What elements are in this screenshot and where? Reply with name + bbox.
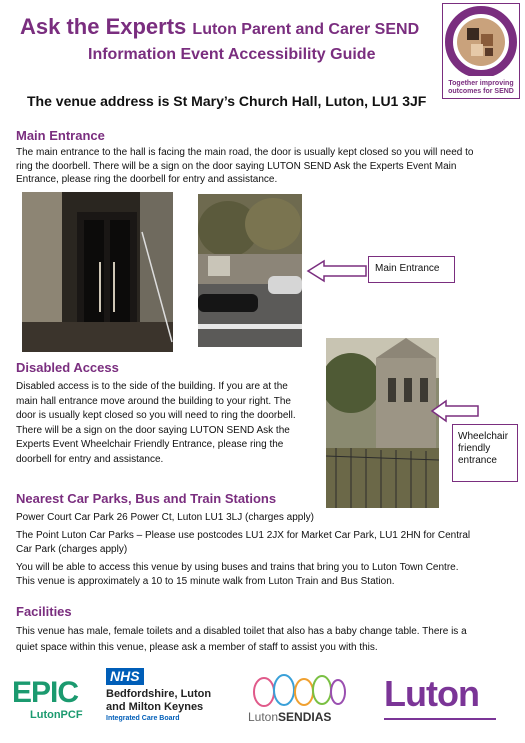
page-title (20, 14, 419, 40)
wheelchair-entrance-callout: Wheelchair friendly entrance (452, 424, 518, 482)
send-partnership-logo (442, 3, 520, 99)
luton-sendias-logo: LutonSENDIAS (248, 672, 352, 728)
church-image (326, 338, 439, 508)
venue-address: The venue address is St Mary’s Church Hall, Luton, LU1 3JF (27, 93, 427, 109)
disabled-access-text: Disabled access is to the side of the building. If you are at the main hall entrance move around the building to your right. The door is usually kept closed so you will need to ring the doorbell. There will be a sign on the door saying LUTON SEND Ask the Experts Event Wheelchair Friendly Entrance, please ring the doorbell for entry and assistance. (16, 381, 296, 465)
title-main: Ask the Experts (20, 14, 187, 39)
main-entrance-heading: Main Entrance (16, 128, 105, 143)
luton-underline (384, 718, 496, 720)
sendias-figures-icon (250, 672, 346, 708)
door-image (22, 192, 173, 352)
main-entrance-arrow-icon (306, 258, 368, 284)
luton-council-logo: Luton (384, 672, 504, 724)
main-entrance-text: The main entrance to the hall is facing the main road, the door is usually kept closed so you will need to ring the doorbell. There will be a sign on the door saying LUTON SEND Ask the Experts Event Main Entrance, please ring the doorbell for entry and assistance. (16, 147, 474, 185)
epic-logo: EPIC LutonPCF (12, 676, 83, 721)
page-subtitle: Information Event Accessibility Guide (88, 46, 376, 63)
transport-heading: Nearest Car Parks, Bus and Train Stations (16, 491, 277, 506)
transport-text: Power Court Car Park 26 Power Ct, Luton LU1 3LJ (charges apply) The Point Luton Car Parks – Please use postcodes LU1 2JX for Market Car Park, LU1 2HN for Central Car Park (charges apply) You will be able to access this venue by using buses and trains that bring you to Luton Town Centre. This venue is approximately a 10 to 15 minute walk from Luton Train and Bus Station. (16, 512, 471, 587)
nhs-bedfordshire-logo: NHS Bedfordshire, Luton and Milton Keynes Integrated Care Board (106, 668, 212, 722)
nhs-badge: NHS (106, 668, 144, 685)
street-view-photo (198, 194, 302, 347)
facilities-heading: Facilities (16, 604, 72, 619)
disabled-access-heading: Disabled Access (16, 360, 119, 375)
send-wheel-icon (443, 6, 519, 76)
main-entrance-callout: Main Entrance (368, 256, 455, 283)
title-sub: Luton Parent and Carer SEND (192, 21, 420, 38)
church-side-photo (326, 338, 439, 508)
main-door-photo (22, 192, 173, 352)
facilities-text: This venue has male, female toilets and a disabled toilet that also has a baby change table. There is a quiet space within this venue, please ask a member of staff to assist you with this. (16, 626, 467, 653)
logo-caption: Together improving outcomes for SEND (448, 80, 514, 95)
street-image (198, 194, 302, 347)
wheelchair-entrance-arrow-icon (430, 398, 480, 424)
